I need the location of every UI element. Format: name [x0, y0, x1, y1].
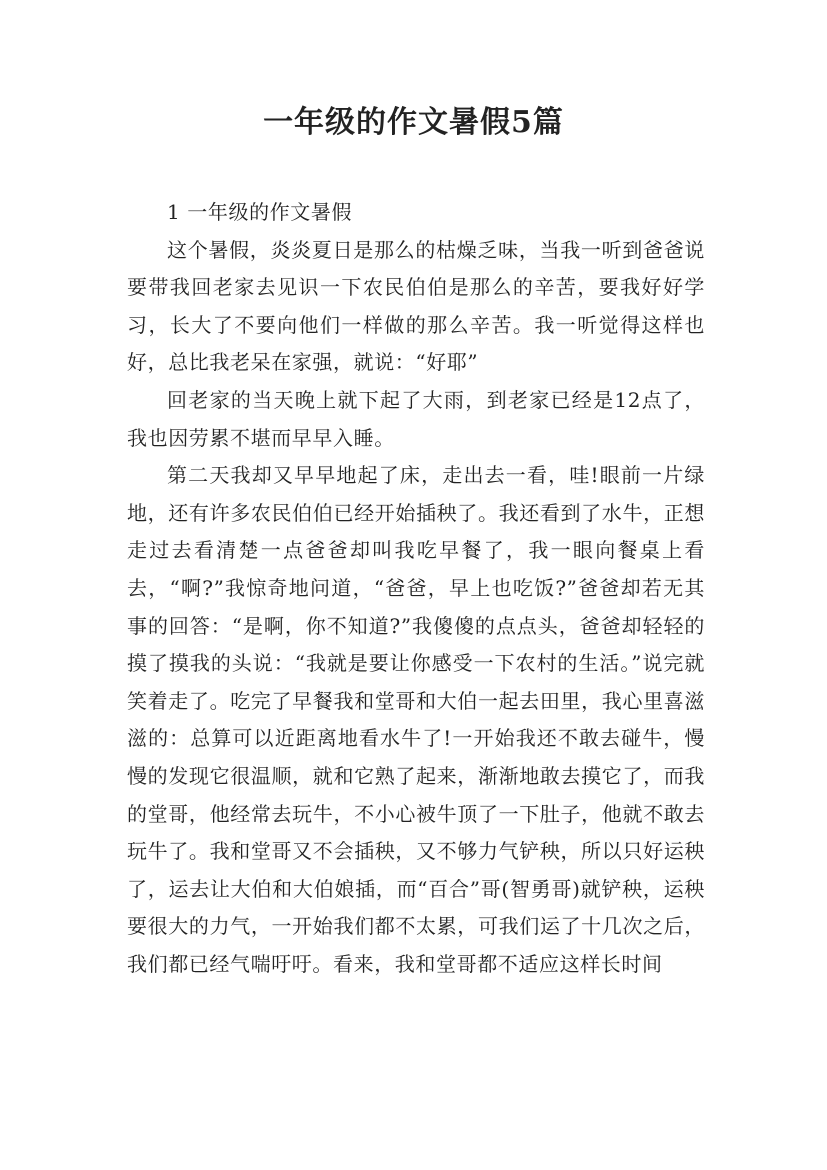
paragraph: 回老家的当天晚上就下起了大雨，到老家已经是12点了，我也因劳累不堪而早早入睡。: [127, 387, 705, 450]
paragraph: 这个暑假，炎炎夏日是那么的枯燥乏味，当我一听到爸爸说要带我回老家去见识一下农民伯伯是那么的辛苦，要我好好学习，长大了不要向他们一样做的那么辛苦。我一听觉得这样也好，总比我老呆在家强，就说：“好耶”: [127, 237, 705, 375]
document-body: [127, 194, 705, 983]
document-title: 一年级的作文暑假5篇: [263, 105, 564, 140]
section-heading: 1 一年级的作文暑假: [167, 200, 353, 224]
paragraph: 第二天我却又早早地起了床，走出去一看，哇!眼前一片绿地，还有许多农民伯伯已经开始插秧了。我还看到了水牛，正想走过去看清楚一点爸爸却叫我吃早餐了，我一眼向餐桌上看去，“啊?”我惊奇地问道，“爸爸，早上也吃饭?”爸爸却若无其事的回答：“是啊，你不知道?”我傻傻的点点头，爸爸却轻轻的摸了摸我的头说：“我就是要让你感受一下农村的生活。”说完就笑着走了。吃完了早餐我和堂哥和大伯一起去田里，我心里喜滋滋的：总算可以近距离地看水牛了!一开始我还不敢去碰牛，慢慢的发现它很温顺，就和它熟了起来，渐渐地敢去摸它了，而我的堂哥，他经常去玩牛，不小心被牛顶了一下肚子，他就不敢去玩牛了。我和堂哥又不会插秧，又不够力气铲秧，所以只好运秧了，运去让大伯和大伯娘插，而“百合”哥(智勇哥)就铲秧，运秧要很大的力气，一开始我们都不太累，可我们运了十几次之后，我们都已经气喘吁吁。看来，我和堂哥都不适应这样长时间: [127, 463, 705, 976]
